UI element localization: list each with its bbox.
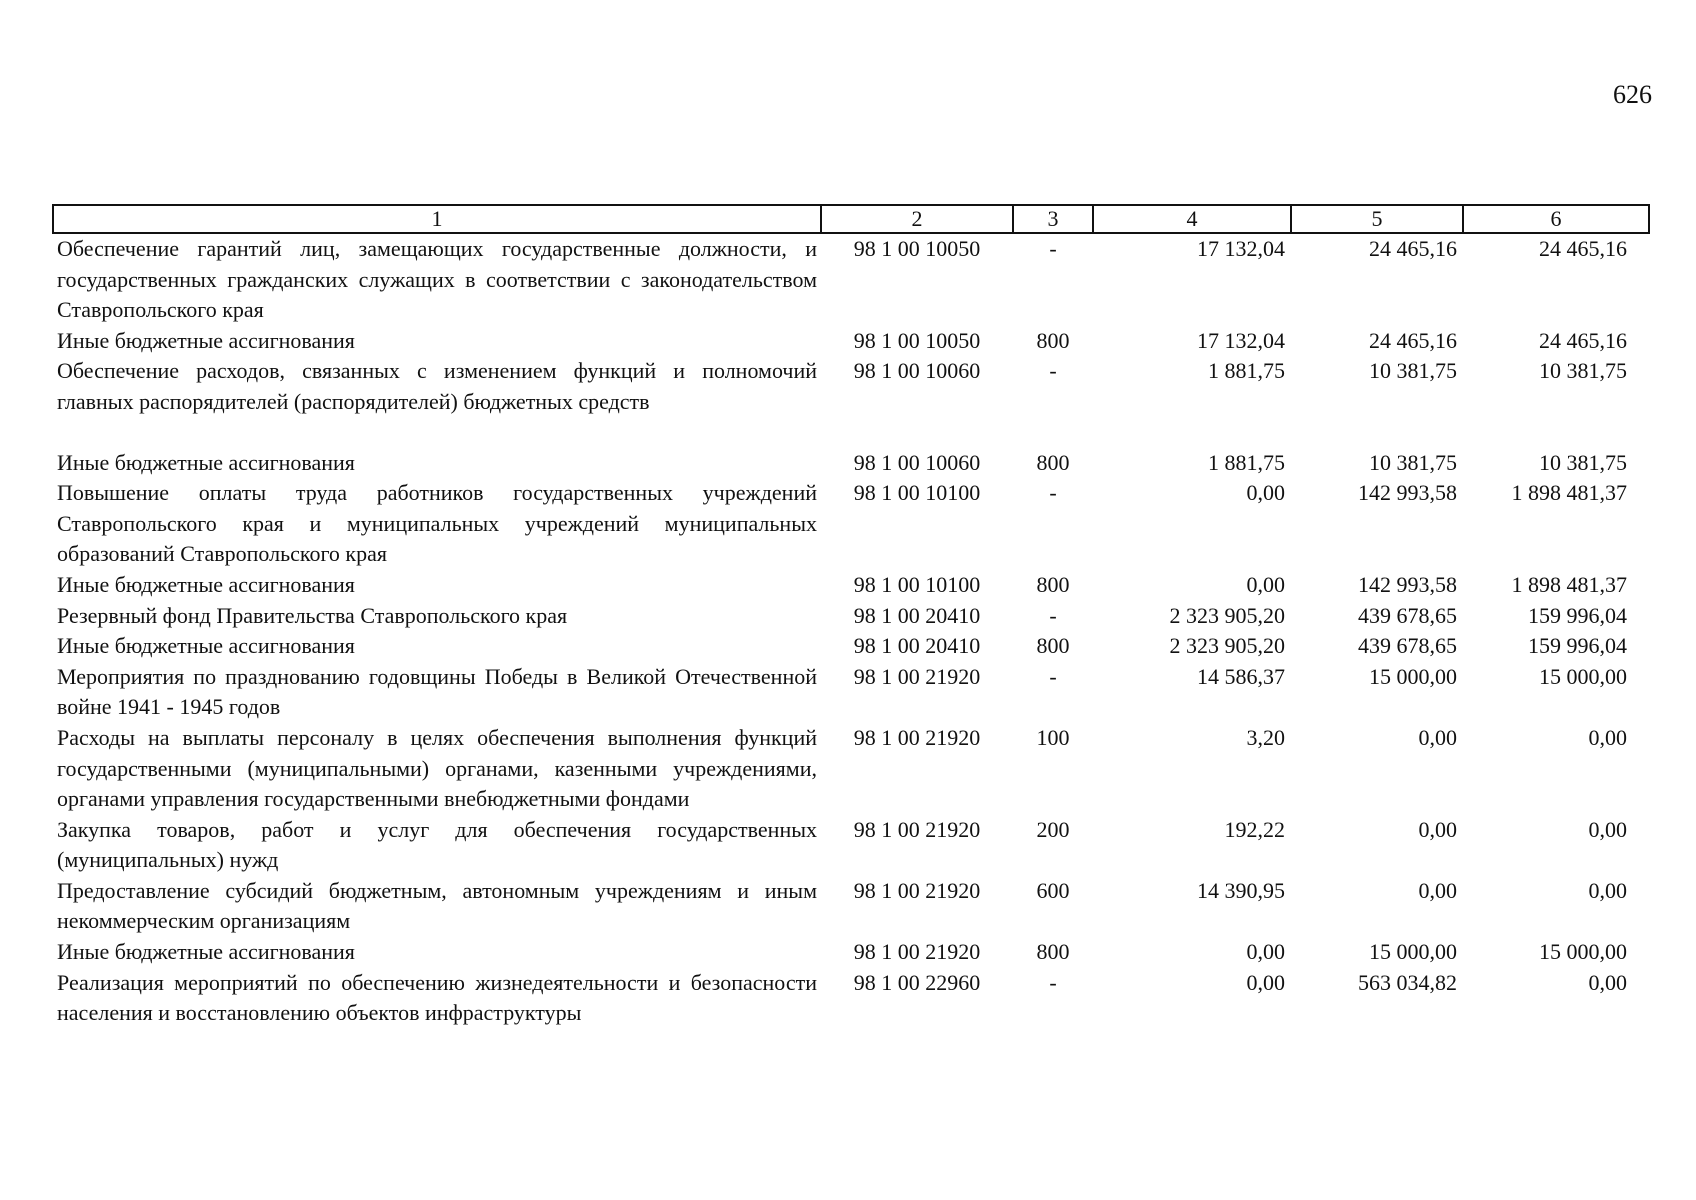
item-name: Повышение оплаты труда работников государственных учреждений Ставропольского края и муниципальных учреждений муниципальных образований Ставропольского края	[57, 480, 817, 567]
amount-col4: 0,00	[1246, 939, 1285, 965]
table-row	[53, 570, 1649, 601]
amount-col6: 24 465,16	[1539, 327, 1627, 353]
amount-col6: 0,00	[1588, 969, 1627, 995]
amount-col5: 142 993,58	[1358, 571, 1457, 597]
amount-col4: 0,00	[1246, 480, 1285, 506]
amount-col6: 1 898 481,37	[1511, 571, 1627, 597]
target-code: 98 1 00 10100	[853, 480, 981, 506]
target-code: 98 1 00 10060	[853, 449, 981, 475]
page-number: 626	[1613, 80, 1652, 109]
target-code: 98 1 00 20410	[853, 633, 981, 659]
target-code: 98 1 00 21920	[853, 877, 981, 903]
target-code: 98 1 00 21920	[853, 939, 981, 965]
amount-col5: 142 993,58	[1358, 480, 1457, 506]
item-name: Иные бюджетные ассигнования	[57, 449, 355, 475]
target-code: 98 1 00 21920	[853, 663, 981, 689]
table-row	[53, 876, 1649, 937]
amount-col5: 24 465,16	[1369, 236, 1457, 261]
expense-type: 200	[1036, 816, 1070, 842]
expense-type: 800	[1036, 449, 1070, 475]
column-header: 1	[53, 205, 821, 233]
amount-col6: 0,00	[1588, 877, 1627, 903]
expense-type: 800	[1036, 327, 1070, 353]
expense-type: -	[1049, 602, 1057, 628]
amount-col6: 159 996,04	[1528, 633, 1627, 659]
item-name: Иные бюджетные ассигнования	[57, 327, 355, 353]
table-row	[53, 448, 1649, 479]
amount-col4: 0,00	[1246, 571, 1285, 597]
amount-col6: 1 898 481,37	[1511, 480, 1627, 506]
item-name: Резервный фонд Правительства Ставропольского края	[57, 602, 568, 628]
amount-col4: 17 132,04	[1197, 236, 1285, 261]
column-header: 2	[821, 205, 1013, 233]
amount-col6: 159 996,04	[1528, 602, 1627, 628]
expense-type: -	[1049, 969, 1057, 995]
item-name: Реализация мероприятий по обеспечению жизнедеятельности и безопасности населения и восстановлению объектов инфраструктуры	[57, 969, 817, 1026]
amount-col4: 3,20	[1246, 724, 1285, 750]
table-row	[53, 326, 1649, 357]
column-header: 5	[1291, 205, 1463, 233]
spacer-cell	[53, 418, 1649, 448]
table-row	[53, 233, 1649, 326]
table-row	[53, 631, 1649, 662]
amount-col5: 15 000,00	[1369, 939, 1457, 965]
amount-col4: 2 323 905,20	[1169, 602, 1285, 628]
column-header: 3	[1013, 205, 1093, 233]
amount-col4: 14 586,37	[1197, 663, 1285, 689]
amount-col6: 0,00	[1588, 724, 1627, 750]
amount-col5: 0,00	[1418, 877, 1457, 903]
amount-col6: 15 000,00	[1539, 663, 1627, 689]
item-name: Закупка товаров, работ и услуг для обеспечения государственных (муниципальных) нужд	[57, 816, 817, 873]
table-row	[53, 815, 1649, 876]
budget-table	[52, 204, 1650, 1029]
amount-col6: 0,00	[1588, 816, 1627, 842]
amount-col4: 0,00	[1246, 969, 1285, 995]
item-name: Иные бюджетные ассигнования	[57, 939, 355, 965]
amount-col5: 439 678,65	[1358, 633, 1457, 659]
amount-col5: 0,00	[1418, 724, 1457, 750]
amount-col6: 15 000,00	[1539, 939, 1627, 965]
target-code: 98 1 00 22960	[853, 969, 981, 995]
expense-type: 800	[1036, 633, 1070, 659]
amount-col5: 0,00	[1418, 816, 1457, 842]
amount-col5: 24 465,16	[1369, 327, 1457, 353]
item-name: Обеспечение гарантий лиц, замещающих государственные должности, и государственных гражданских служащих в соответствии с законодательством Ставропольского края	[57, 236, 817, 323]
column-header: 4	[1093, 205, 1291, 233]
expense-type: 800	[1036, 571, 1070, 597]
target-code: 98 1 00 10100	[853, 571, 981, 597]
table-header-row	[53, 205, 1649, 233]
amount-col5: 439 678,65	[1358, 602, 1457, 628]
expense-type: -	[1049, 663, 1057, 689]
amount-col4: 2 323 905,20	[1169, 633, 1285, 659]
target-code: 98 1 00 20410	[853, 602, 981, 628]
expense-type: -	[1049, 236, 1057, 261]
table-row	[53, 478, 1649, 570]
item-name: Предоставление субсидий бюджетным, автономным учреждениям и иным некоммерческим организациям	[57, 877, 817, 934]
amount-col4: 17 132,04	[1197, 327, 1285, 353]
expense-type: -	[1049, 358, 1057, 384]
item-name: Обеспечение расходов, связанных с изменением функций и полномочий главных распорядителей (распорядителей) бюджетных средств	[57, 358, 817, 414]
item-name: Иные бюджетные ассигнования	[57, 571, 355, 597]
expense-type: 800	[1036, 939, 1070, 965]
table-spacer-row	[53, 418, 1649, 448]
target-code: 98 1 00 21920	[853, 724, 981, 750]
table-row	[53, 356, 1649, 417]
amount-col5: 10 381,75	[1369, 358, 1457, 384]
amount-col4: 192,22	[1224, 816, 1285, 842]
amount-col6: 10 381,75	[1539, 449, 1627, 475]
amount-col5: 10 381,75	[1369, 449, 1457, 475]
expense-type: 100	[1036, 724, 1070, 750]
target-code: 98 1 00 21920	[853, 816, 981, 842]
table-row	[53, 601, 1649, 632]
amount-col4: 1 881,75	[1208, 449, 1285, 475]
amount-col4: 1 881,75	[1208, 358, 1285, 384]
target-code: 98 1 00 10060	[853, 358, 981, 384]
item-name: Иные бюджетные ассигнования	[57, 633, 355, 659]
amount-col4: 14 390,95	[1197, 877, 1285, 903]
amount-col6: 10 381,75	[1539, 358, 1627, 384]
item-name: Расходы на выплаты персоналу в целях обеспечения выполнения функций государственными (муниципальными) органами, казенными учреждениями, органами управления государственными внебюджетными фондами	[57, 724, 817, 812]
item-name: Мероприятия по празднованию годовщины Победы в Великой Отечественной войне 1941 - 1945 годов	[57, 663, 817, 720]
amount-col6: 24 465,16	[1539, 236, 1627, 261]
expense-type: -	[1049, 480, 1057, 506]
amount-col5: 563 034,82	[1358, 969, 1457, 995]
target-code: 98 1 00 10050	[853, 327, 981, 353]
table-row	[53, 968, 1649, 1029]
table-row	[53, 662, 1649, 723]
expense-type: 600	[1036, 877, 1070, 903]
target-code: 98 1 00 10050	[853, 236, 981, 261]
column-header: 6	[1463, 205, 1649, 233]
amount-col5: 15 000,00	[1369, 663, 1457, 689]
table-row	[53, 723, 1649, 815]
table-row	[53, 937, 1649, 968]
